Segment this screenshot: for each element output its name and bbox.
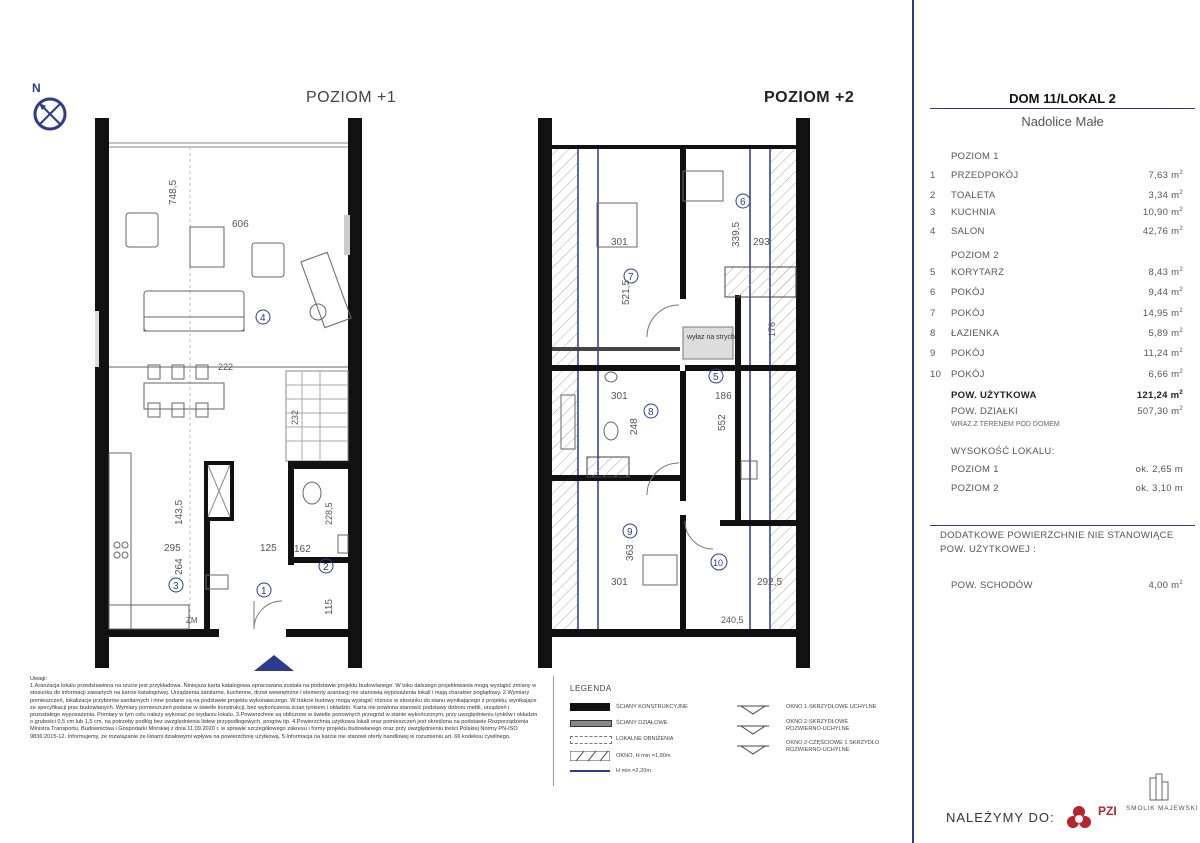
dim-label: 606: [232, 219, 249, 230]
room-row: 10 POKÓJ 6,66 $m^2$: [930, 369, 1183, 381]
wall-bottom-right: [286, 629, 348, 637]
floor-plan-level-1: [80, 115, 380, 675]
room-number: 2: [323, 562, 329, 573]
dim-label: 143,5: [174, 499, 185, 525]
armchair: [252, 243, 284, 277]
desk: [301, 252, 351, 327]
legend-label: ŚCIANY DZIAŁOWE: [616, 720, 668, 726]
legend-label: LOKALNE OBNIŻENIA: [616, 736, 674, 742]
compass-icon: [26, 78, 74, 138]
height-row: POZIOM 1 ok. 2,65 m: [951, 464, 1183, 475]
room-row: 7 POKÓJ 14,95 $m^2$: [930, 308, 1183, 320]
room-row: 3 KUCHNIA 10,90 $m^2$: [930, 207, 1183, 219]
room-row: 2 TOALETA 3,34 $m^2$: [930, 190, 1183, 202]
level-2-title: POZIOM +2: [764, 89, 855, 106]
level2-header: POZIOM 2: [951, 250, 999, 261]
plot-note: WRAZ Z TERENEM POD DOMEM: [951, 421, 1060, 428]
sofa: [144, 291, 244, 331]
room-row: 5 KORYTARZ 8,43 $m^2$: [930, 267, 1183, 279]
room-number: 10: [713, 558, 724, 568]
legend-label: H min =2,20m: [616, 768, 651, 774]
dim-label: 292,5: [757, 577, 783, 588]
dim-label: 232: [290, 409, 300, 425]
unit-title: DOM 11/LOKAL 2: [1009, 91, 1116, 106]
legend-label: OKNO, H min =1,90m: [616, 753, 671, 759]
compass-label: N: [32, 81, 41, 95]
entrance-arrow-icon: [254, 655, 294, 671]
dim-label: 115: [324, 599, 335, 615]
dim-label: 186: [715, 391, 732, 402]
dim-label: 228,5: [324, 502, 334, 525]
armchair: [126, 213, 158, 247]
room-row: 6 POKÓJ 9,44 $m^2$: [930, 287, 1183, 299]
room-number: 9: [627, 527, 633, 538]
stairs-row: POW. SCHODÓW 4,00 $m^2$: [951, 580, 1183, 592]
extra-header: DODATKOWE POWIERZCHNIE NIE STANOWIĄCE: [940, 530, 1174, 541]
room-number: 5: [713, 372, 719, 383]
legend-swatch-structural: [570, 703, 610, 711]
legend-swatch-window: [570, 751, 610, 761]
legend-title: LEGENDA: [570, 684, 612, 693]
legend-label: OKNO 1-SKRZYDŁOWE UCHYLNE: [786, 704, 877, 710]
dim-label: 222: [218, 362, 234, 372]
height-row: POZIOM 2 ok. 3,10 m: [951, 483, 1183, 494]
notes-text: 1.Aranżacja lokalu przedstawiona na rzucie jest przykładowa. Niniejsza karta katalogowa opracowana została na podstawie projektu budowlanego. W toku dalszego projektowania mogą wystąpić zmiany w stosunku do informacji zawartych na karcie katalogowej. Urządzenia sanitarne, kuchenne, drzwi wewnętrzne i elementy aranżacji nie stanowią wyposażenia lokali i mają charakter poglądowy. 2.Wymiary pomieszczeń, lokalizacje przyborów sanitarnych i inne podane są na podstawie projektu wykonawczego. W trakcie budowy mogą wystąpić różnice w stosunku do stanu wynikającego z projektu, wynikające ze specyfikacji prac budowlanych. Wymiary pomieszczeń podane w świetle konstrukcji, bez wykończenia ścian tynkiem i okładzin. Karta nie powinna stanowić podstawy doboru mebli, urządzeń i pozostałego wyposażenia. Pomiary w tym celu należy wykonać po wydaniu lokalu. 3.Powierzchnie są obliczone w świetle ponownych przegród w stanie wykończonym, przy uwzględnieniu tynków i okładzin o grubości 0,5 cm lub 1,5 cm, na potrzeby podłóg bez uwzględnienia listew przypodłogowych, progów itp. 4.Powierzchnia użytkowa lokali oraz pomieszczeń jest określona na podstawie Rozporządzenia Ministra Transportu, Budownictwa i Gospodarki Morskiej z dnia 11.09.2020 r. w sprawie szczegółowego zakresu i formy projektu budowlanego oraz przy uwzględnieniu treści Polskiej Normy PN-ISO 9836:2015-12. Informujemy, że rozwiązanie ze listami działowymi wpływa na powierzchnię użytkową. 5.Informacja na karcie nie stanowi oferty handlowej w rozumieniu art. 66 kodeksu cywilnego.: [30, 683, 538, 740]
dim-label: 339,5: [731, 221, 742, 247]
zm-label: ZM: [186, 616, 198, 625]
dim-label: 301: [611, 391, 628, 402]
notes-block: [30, 676, 540, 741]
dim-label: 176: [767, 321, 777, 337]
dim-label: 293: [753, 237, 770, 248]
building-logo-icon: [1144, 772, 1174, 802]
dim-label: 748,5: [168, 179, 179, 205]
room-number: 4: [260, 313, 266, 324]
dim-label: 301: [611, 237, 628, 248]
section-rule: [930, 525, 1195, 526]
coffee-table: [190, 227, 224, 267]
unit-location: Nadolice Małe: [1021, 114, 1104, 129]
room-row: 9 POKÓJ 11,24 $m^2$: [930, 348, 1183, 360]
notes-title: Uwagi:: [30, 676, 48, 682]
panel-divider: [912, 0, 914, 843]
usable-area-row: POW. UŻYTKOWA 121,24 $m^2$: [951, 390, 1183, 402]
shaft-label: wyłaz na strych: [687, 334, 735, 341]
room-number: 1: [261, 586, 267, 597]
room-number: 8: [648, 407, 654, 418]
legend-label: ŚCIANY KONSTRUKCYJNE: [616, 704, 688, 710]
brand-smolik: SMOLIK MAJEWSKI: [1126, 805, 1199, 812]
dim-label: 248: [629, 418, 640, 435]
dim-label: 162: [294, 544, 311, 555]
belong-label: NALEŻYMY DO:: [946, 810, 1055, 825]
dim-label: 363: [625, 544, 636, 561]
level-1-title: POZIOM +1: [306, 89, 397, 106]
room-row: 8 ŁAZIENKA 5,89 $m^2$: [930, 328, 1183, 340]
wall-bottom-left: [109, 629, 219, 637]
dim-label: 125: [260, 543, 277, 554]
room-row: 1 PRZEDPOKÓJ 7,63 $m^2$: [930, 170, 1183, 182]
legend-window-icons: [735, 702, 771, 762]
floor-plan-level-2: [535, 115, 815, 675]
room-number: 6: [740, 197, 746, 208]
dim-label: 301: [611, 577, 628, 588]
room-row: 4 SALON 42,76 $m^2$: [930, 226, 1183, 238]
legend-label: OKNO 2-SKRZYDŁOWE ROZWIERNO-UCHYLNE: [786, 719, 850, 732]
legend-divider: [553, 676, 554, 786]
dim-label: 264: [174, 558, 185, 575]
dim-label: 295: [164, 543, 181, 554]
legend-swatch-lowered: [570, 736, 612, 744]
legend-swatch-partition: [570, 720, 612, 727]
extra-header-2: POW. UŻYTKOWEJ :: [940, 544, 1037, 555]
dim-label: 521,5: [621, 279, 632, 305]
room-number: 7: [628, 272, 634, 283]
wall-right: [348, 118, 362, 668]
kitchen-counter: [109, 453, 131, 629]
brand-pzi: PZI: [1098, 804, 1117, 818]
legend-swatch-height: [570, 770, 610, 772]
plot-area-row: POW. DZIAŁKI 507,30 $m^2$: [951, 406, 1183, 418]
dim-label: 552: [717, 414, 728, 431]
pzi-logo-icon: [1064, 803, 1094, 833]
heights-header: WYSOKOŚĆ LOKALU:: [951, 446, 1055, 457]
title-rule: [930, 108, 1195, 109]
legend-label: OKNO 2-CZĘŚCIOWE 1 SKRZYDŁO ROZWIERNO-UCHYLNE: [786, 740, 880, 753]
room-number: 3: [173, 581, 179, 592]
level1-header: POZIOM 1: [951, 151, 999, 162]
dim-label: 240,5: [721, 615, 744, 625]
